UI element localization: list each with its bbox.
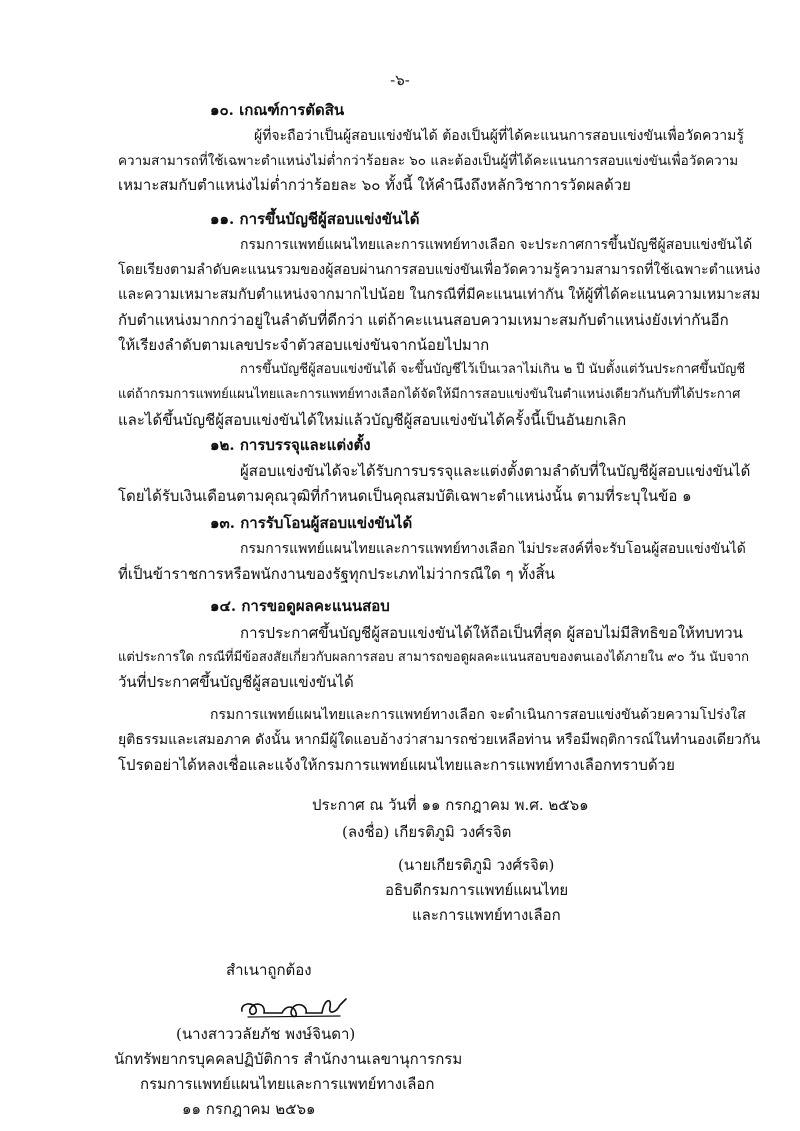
section-14-line: วันที่ประกาศขึ้นบัญชีผู้สอบแข่งขันได้: [118, 673, 354, 691]
signed-line: (ลงชื่อ) เกียรติภูมิ วงศ์รจิต: [342, 823, 512, 841]
section-13-heading: ๑๓. การรับโอนผู้สอบแข่งขันได้: [210, 514, 413, 532]
section-11-line: กรมการแพทย์แผนไทยและการแพทย์ทางเลือก จะประกาศการขึ้นบัญชีผู้สอบแข่งขันได้: [240, 237, 753, 253]
certified-label: สำเนาถูกต้อง: [226, 961, 312, 979]
certifier-position: นักทรัพยากรบุคคลปฏิบัติการ สำนักงานเลขานุการกรม: [114, 1050, 463, 1068]
section-12-line: ผู้สอบแข่งขันได้จะได้รับการบรรจุและแต่งตั้งตามลำดับที่ในบัญชีผู้สอบแข่งขันได้: [240, 462, 751, 480]
section-14-heading: ๑๔. การขอดูผลคะแนนสอบ: [210, 597, 390, 615]
section-12-heading: ๑๒. การบรรจุและแต่งตั้ง: [210, 436, 371, 454]
section-14-line: การประกาศขึ้นบัญชีผู้สอบแข่งขันได้ให้ถือเป็นที่สุด ผู้สอบไม่มีสิทธิขอให้ทบทวน: [240, 624, 743, 642]
section-13-line: กรมการแพทย์แผนไทยและการแพทย์ทางเลือก ไม่ประสงค์ที่จะรับโอนผู้สอบแข่งขันได้: [240, 541, 746, 557]
section-11-line: และความเหมาะสมกับตำแหน่งจากมากไปน้อย ในกรณีที่มีคะแนนเท่ากัน ให้ผู้ที่ได้คะแนนความเหมาะสม: [118, 287, 761, 303]
closing-line: กรมการแพทย์แผนไทยและการแพทย์ทางเลือก จะดำเนินการสอบแข่งขันด้วยความโปร่งใส: [210, 707, 746, 723]
section-10-line: ความสามารถที่ใช้เฉพาะตำแหน่งไม่ต่ำกว่าร้อยละ ๖๐ และต้องเป็นผู้ที่ได้คะแนนการสอบแข่งขันเพื่อวัดความ: [118, 153, 739, 169]
section-11-line: แต่ถ้ากรมการแพทย์แผนไทยและการแพทย์ทางเลือกได้จัดให้มีการสอบแข่งขันในตำแหน่งเดียวกันกับที่ได้ประกาศ: [118, 387, 741, 402]
section-13-line: ที่เป็นข้าราชการหรือพนักงานของรัฐทุกประเภทไม่ว่ากรณีใด ๆ ทั้งสิ้น: [118, 565, 555, 583]
announce-date: ประกาศ ณ วันที่ ๑๑ กรกฎาคม พ.ศ. ๒๕๖๑: [312, 796, 589, 814]
section-14-line: แต่ประการใด กรณีที่มีข้อสงสัยเกี่ยวกับผลการสอบ สามารถขอดูผลคะแนนสอบของตนเองได้ภายใน ๙๐ วัน นับจาก: [118, 650, 750, 665]
certifier-name: (นางสาววลัยภัช พงษ์จินดา): [176, 1025, 356, 1043]
section-11-line: และได้ขึ้นบัญชีผู้สอบแข่งขันได้ใหม่แล้วบัญชีผู้สอบแข่งขันได้ครั้งนี้เป็นอันยกเลิก: [118, 411, 627, 429]
section-11-line: การขึ้นบัญชีผู้สอบแข่งขันได้ จะขึ้นบัญชีไว้เป็นเวลาไม่เกิน ๒ ปี นับตั้งแต่วันประกาศขึ้นบัญชี: [240, 362, 746, 377]
section-10-line: เหมาะสมกับตำแหน่งไม่ต่ำกว่าร้อยละ ๖๐ ทั้งนี้ ให้คำนึงถึงหลักวิชาการวัดผลด้วย: [118, 176, 631, 194]
signatory-title: อธิบดีกรมการแพทย์แผนไทย: [385, 881, 569, 899]
section-11-line: กับตำแหน่งมากกว่าอยู่ในลำดับที่ดีกว่า แต่ถ้าคะแนนสอบความเหมาะสมกับตำแหน่งยังเท่ากันอีก: [118, 311, 729, 329]
section-10-line: ผู้ที่จะถือว่าเป็นผู้สอบแข่งขันได้ ต้องเป็นผู้ที่ได้คะแนนการสอบแข่งขันเพื่อวัดความรู้: [254, 128, 744, 144]
section-11-line: ให้เรียงลำดับตามเลขประจำตัวสอบแข่งขันจากน้อยไปมาก: [118, 336, 490, 354]
certified-date: ๑๑ กรกฎาคม ๒๕๖๑: [182, 1100, 316, 1118]
closing-line: โปรดอย่าได้หลงเชื่อและแจ้งให้กรมการแพทย์แผนไทยและการแพทย์ทางเลือกทราบด้วย: [118, 756, 675, 774]
section-11-line: โดยเรียงตามลำดับคะแนนรวมของผู้สอบผ่านการสอบแข่งขันเพื่อวัดความรู้ความสามารถที่ใช้เฉพาะตำแหน่ง: [118, 262, 761, 278]
section-10-heading: ๑๐. เกณฑ์การตัดสิน: [210, 101, 345, 119]
certifier-department: กรมการแพทย์แผนไทยและการแพทย์ทางเลือก: [140, 1075, 435, 1093]
section-11-heading: ๑๑. การขึ้นบัญชีผู้สอบแข่งขันได้: [210, 210, 420, 228]
section-12-line: โดยได้รับเงินเดือนตามคุณวุฒิที่กำหนดเป็นคุณสมบัติเฉพาะตำแหน่งนั้น ตามที่ระบุในข้อ ๑: [118, 487, 692, 505]
signatory-name: (นายเกียรติภูมิ วงศ์รจิต): [398, 856, 555, 874]
signatory-title: และการแพทย์ทางเลือก: [412, 906, 561, 924]
page-number: -๖-: [390, 71, 410, 89]
handwritten-signature: [236, 993, 356, 1023]
closing-line: ยุติธรรมและเสมอภาค ดังนั้น หากมีผู้ใดแอบอ้างว่าสามารถช่วยเหลือท่าน หรือมีพฤติการณ์ในทำนองเดียวกัน: [118, 732, 761, 748]
